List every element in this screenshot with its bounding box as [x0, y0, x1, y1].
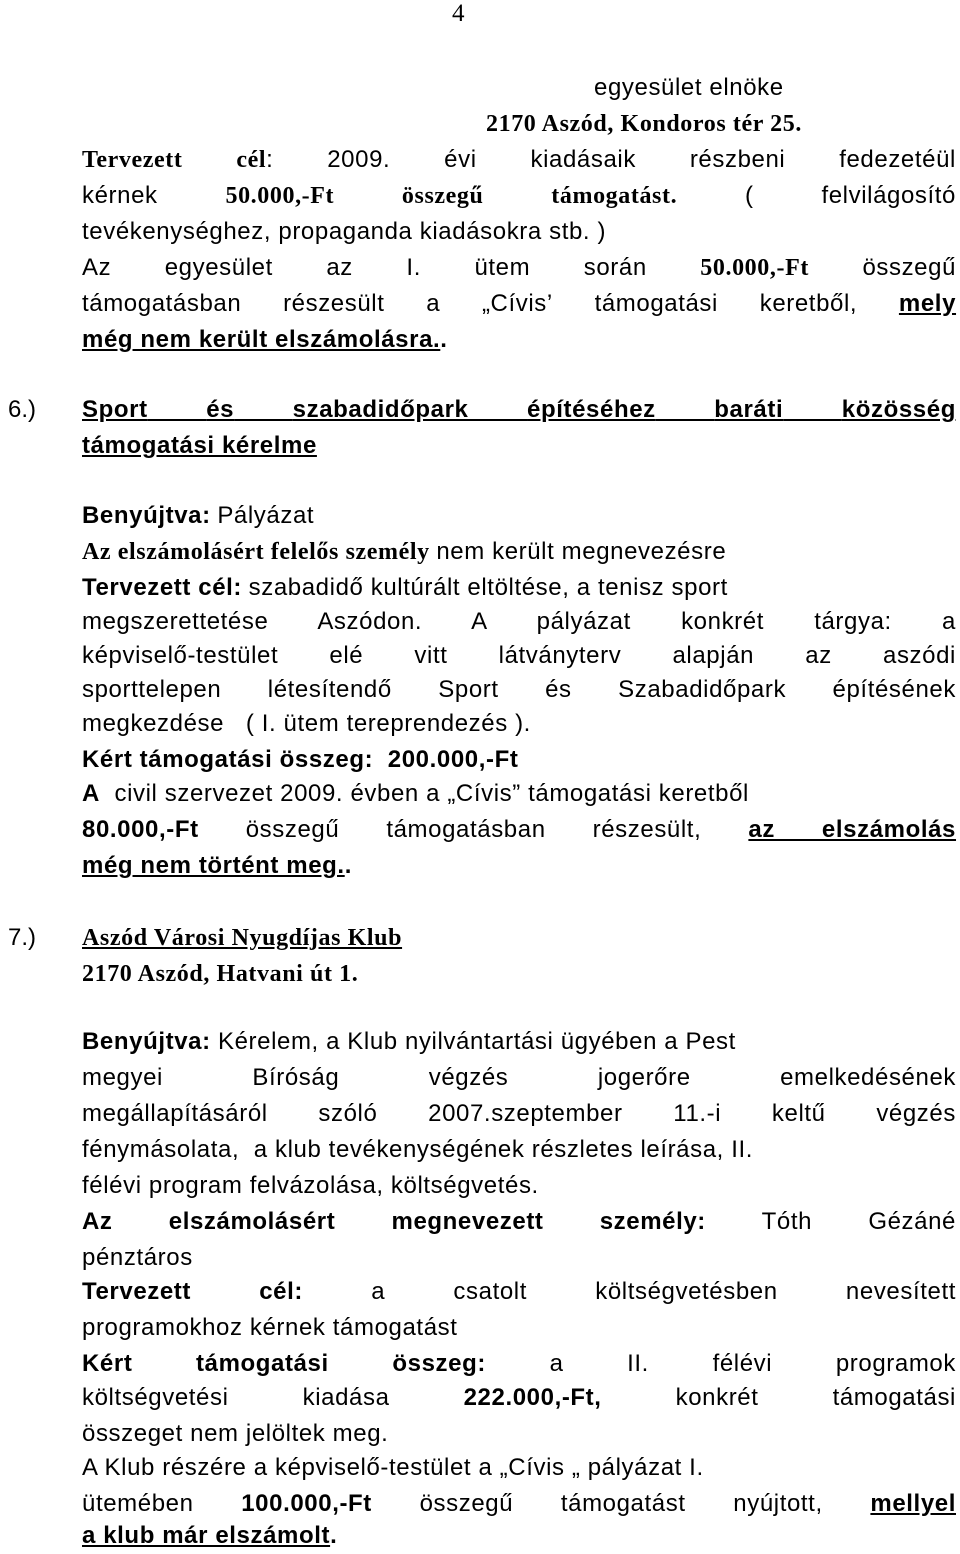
text-line: programokhoz kérnek támogatást [82, 1314, 458, 1341]
text-line: a klub már elszámolt. [82, 1522, 338, 1549]
text-line: Az elszámolásért megnevezett személy: Tóth Gézáné [82, 1208, 956, 1235]
text-line: ütemében 100.000,-Ft összegű támogatást nyújtott, mellyel [82, 1490, 956, 1517]
text-line: fénymásolata, a klub tevékenységének részletes leírása, II. [82, 1136, 754, 1163]
requested-amount-line: Kért támogatási összeg: 200.000,-Ft [82, 746, 519, 773]
text-line: A civil szervezet 2009. évben a „Cívis” támogatási keretből [82, 780, 749, 807]
text-line: Az egyesület az I. ütem során 50.000,-Ft összegű [82, 254, 957, 281]
text-line: megkezdése ( I. ütem tereprendezés ). [82, 710, 531, 737]
text-line: megszerettetése Aszódon. A pályázat konkrét tárgya: a [82, 608, 956, 635]
text-line: 80.000,-Ft összegű támogatásban részesült, az elszámolás [82, 816, 957, 843]
text-line: Benyújtva: Pályázat [82, 502, 315, 529]
text-line: megyei Bíróság végzés jogerőre emelkedésének [82, 1064, 956, 1091]
text-line: még nem került elszámolásra.. [82, 326, 448, 353]
chair-address-line: 2170 Aszód, Kondoros tér 25. [486, 111, 802, 137]
text-line: összeget nem jelöltek meg. [82, 1420, 389, 1447]
text-line: tevékenységhez, propaganda kiadásokra stb. ) [82, 218, 607, 245]
text-line: pénztáros [82, 1244, 193, 1271]
text-line: Tervezett cél: 2009. évi kiadásaik részbeni fedezetéül [82, 146, 956, 173]
section-6-heading: Sport és szabadidőpark építéséhez baráti közösség [82, 396, 956, 423]
section-6-heading-cont: támogatási kérelme [82, 432, 317, 459]
text-line: támogatásban részesült a „Cívis’ támogatási keretből, mely [82, 290, 957, 317]
text-line: sporttelepen létesítendő Sport és Szabadidőpark építésének [82, 676, 956, 703]
text-line: képviselő-testület elé vitt látványterv alapján az aszódi [82, 642, 956, 669]
text-line: Benyújtva: Kérelem, a Klub nyilvántartási ügyében a Pest [82, 1028, 736, 1055]
chair-title-line: egyesület elnöke [594, 74, 784, 101]
page-number: 4 [452, 0, 465, 27]
item-number-7: 7.) [8, 924, 37, 951]
text-line: megállapításáról szóló 2007.szeptember 11.-i keltű végzés [82, 1100, 956, 1127]
text-line: költségvetési kiadása 222.000,-Ft, konkrét támogatási [82, 1384, 956, 1411]
text-line: még nem történt meg.. [82, 852, 352, 879]
text-line: Kért támogatási összeg: a II. félévi programok [82, 1350, 956, 1377]
text-line: Tervezett cél: szabadidő kultúrált eltöltése, a tenisz sport [82, 574, 728, 601]
item-number-6: 6.) [8, 396, 37, 423]
text-line: félévi program felvázolása, költségvetés. [82, 1172, 539, 1199]
text-line: Az elszámolásért felelős személy nem került megnevezésre [82, 538, 727, 565]
section-7-address: 2170 Aszód, Hatvani út 1. [82, 961, 359, 987]
text-line: Tervezett cél: a csatolt költségvetésben nevesített [82, 1278, 956, 1305]
section-7-heading: Aszód Városi Nyugdíjas Klub [82, 925, 403, 951]
text-line: A Klub részére a képviselő-testület a „Cívis „ pályázat I. [82, 1454, 704, 1481]
text-line: kérnek 50.000,-Ft összegű támogatást. ( felvilágosító [82, 182, 956, 209]
